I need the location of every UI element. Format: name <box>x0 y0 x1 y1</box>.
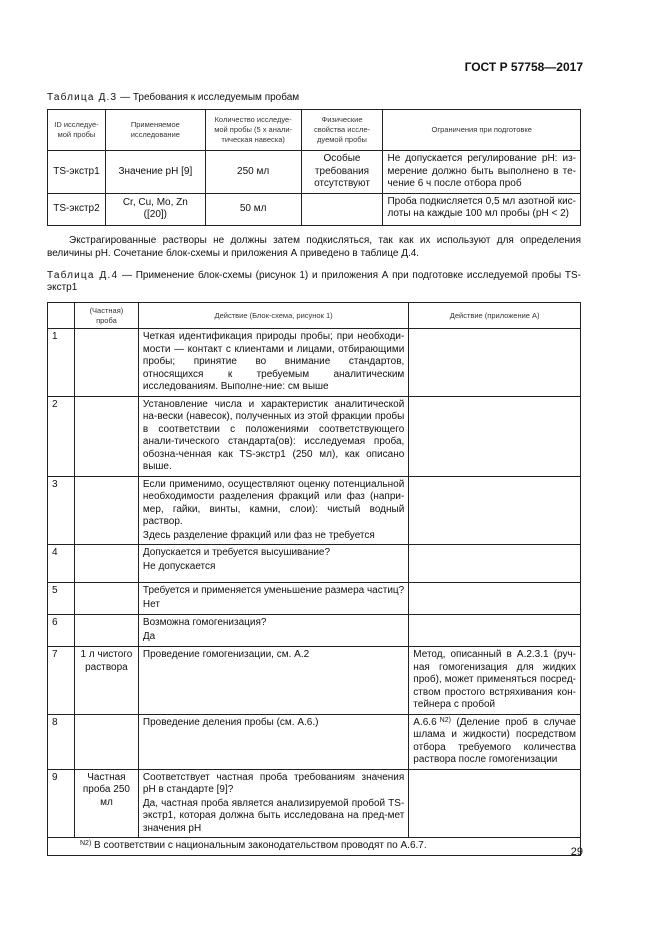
table-row <box>48 769 581 838</box>
row-probe: Частная проба 250 мл <box>74 769 138 838</box>
table-row <box>48 396 581 476</box>
action-line: Соответствует частная проба требованиям значения pH в стандарте [9]? <box>142 771 405 795</box>
row-action <box>138 329 408 397</box>
table4-caption-text: — Применение блок-схемы (рисунок 1) и приложения А при подготовке исследуемой пробы TS-экстр1 <box>47 270 581 293</box>
row-annex <box>409 714 581 769</box>
table3-cell: 250 мл <box>205 151 301 194</box>
table4-header-annex: Действие (приложение А) <box>409 303 581 329</box>
table3-header-id: ID исследуе-мой пробы <box>48 110 106 151</box>
row-action <box>138 769 408 838</box>
row-number: 6 <box>48 615 75 647</box>
row-annex <box>409 476 581 545</box>
annex-text: (Деление проб в случае шлама и жидкости) посредством отбора требуемого количества раствора после гомогенизации <box>413 716 576 765</box>
table3-caption-prefix: Таблица Д.3 <box>47 92 118 103</box>
action-line: Проведение гомогенизации, см. А.2 <box>142 649 310 660</box>
action-line: Возможна гомогенизация? <box>142 617 267 628</box>
table3-header-properties: Физические свойства иссле-дуемой пробы <box>301 110 383 151</box>
footnote-marker: N2) <box>80 840 92 847</box>
table3-cell: Cr, Cu, Mo, Zn ([20]) <box>105 193 205 225</box>
action-line: Четкая идентификация природы пробы; при необходи-мости — контакт с клиентами и лицами, отбирающими пробы; принятие во внимание стандартов, относящихся к требуемым аналитическим исследованиям. Выполне-ние: см выше <box>142 331 405 392</box>
action-line: Да, частная проба является анализируемой пробой TS-экстр1, которая должна быть исследована на пред-мет значения pH <box>142 797 405 834</box>
row-action <box>138 714 408 769</box>
document-header: ГОСТ Р 57758—2017 <box>464 60 583 74</box>
table-row <box>48 647 581 715</box>
table4-header-action: Действие (Блок-схема, рисунок 1) <box>138 303 408 329</box>
table-row <box>48 476 581 545</box>
row-annex <box>409 545 581 583</box>
row-number: 2 <box>48 396 75 476</box>
table4-caption <box>47 270 581 294</box>
row-probe <box>74 615 138 647</box>
row-probe <box>74 396 138 476</box>
table3-cell: 50 мл <box>205 193 301 225</box>
action-line: Нет <box>142 598 160 610</box>
table-row <box>48 714 581 769</box>
table3-cell: Значение pH [9] <box>105 151 205 194</box>
table4-footnote <box>48 838 581 856</box>
action-line: Если применимо, осуществляют оценку потенциальной необходимости разделения фракций или фаз (напри-мер, гайки, винты, камни, слои): чистый водный раствор. <box>142 478 405 527</box>
table3-cell: TS-экстр2 <box>48 193 106 225</box>
action-line: Требуется и применяется уменьшение размера частиц? <box>142 585 405 596</box>
row-annex <box>409 615 581 647</box>
row-number: 4 <box>48 545 75 583</box>
action-line: Допускается и требуется высушивание? <box>142 547 331 558</box>
table3-cell: Особые требования отсутствуют <box>301 151 383 194</box>
action-line: Не допускается <box>142 560 216 572</box>
table-d4 <box>47 302 581 856</box>
row-number: 3 <box>48 476 75 545</box>
row-annex <box>409 329 581 397</box>
row-probe <box>74 545 138 583</box>
row-number: 8 <box>48 714 75 769</box>
table3-caption <box>47 92 299 104</box>
table3-caption-text: — Требования к исследуемым пробам <box>117 92 300 103</box>
table-row <box>48 615 581 647</box>
row-action <box>138 583 408 615</box>
table3-cell: Проба подкисляется 0,5 мл азотной кис-лоты на каждые 100 мл пробы (pH < 2) <box>383 193 581 225</box>
row-action <box>138 396 408 476</box>
row-number: 1 <box>48 329 75 397</box>
table-row <box>48 545 581 583</box>
table3-cell <box>301 193 383 225</box>
row-probe <box>74 329 138 397</box>
page-number: 29 <box>570 846 583 858</box>
row-probe <box>74 476 138 545</box>
action-line: Установление числа и характеристик аналитической на-вески (навесок), полученных из этой фракции пробы в соответствии с положениями соответствующего анали-тического стандарта(ов): исследуемая проба, обозна-ченная как TS-экстр1 (250 мл), как описано выше. <box>142 398 405 472</box>
row-annex: Метод, описанный в А.2.3.1 (руч-ная гомогенизация для жидких проб), может применяться посред-ством простого встряхивания кон-тейнера с пробой <box>409 647 581 715</box>
row-action <box>138 476 408 545</box>
row-probe <box>74 714 138 769</box>
annex-ref: А.6.6 <box>413 716 437 728</box>
table3-header-quantity: Количество исследуе-мой пробы (5 х анали-тическая навеска) <box>205 110 301 151</box>
row-number: 9 <box>48 769 75 838</box>
row-annex <box>409 396 581 476</box>
row-annex <box>409 583 581 615</box>
row-action <box>138 647 408 715</box>
table3-header-test: Применяемое исследование <box>105 110 205 151</box>
table4-body <box>48 329 581 838</box>
row-number: 7 <box>48 647 75 715</box>
table-row <box>48 583 581 615</box>
table4-caption-prefix: Таблица Д.4 <box>47 270 119 281</box>
annex-footnote-marker: N2) <box>439 716 451 724</box>
action-line: Проведение деления пробы (см. А.6.) <box>142 716 319 728</box>
row-action <box>138 615 408 647</box>
row-probe <box>74 583 138 615</box>
footnote-text: В соответствии с национальным законодательством проводят по А.6.7. <box>91 840 427 851</box>
table3-header-restrictions: Ограничения при подготовке <box>383 110 581 151</box>
table4-header-probe: (Частная) проба <box>74 303 138 329</box>
table-d3 <box>47 109 581 226</box>
table3-cell: Не допускается регулирование pH: из-мерение должно быть выполнено в те-чение 6 ч после отбора проб <box>383 151 581 194</box>
row-probe: 1 л чистого раствора <box>74 647 138 715</box>
action-line: Да <box>142 630 156 642</box>
row-action <box>138 545 408 583</box>
row-number: 5 <box>48 583 75 615</box>
table4-header-number <box>48 303 75 329</box>
body-paragraph: Экстрагированные растворы не должны затем подкисляться, так как их используют для определения величины pH. Сочетание блок-схемы и приложения А приведено в таблице Д.4. <box>47 235 581 259</box>
row-annex <box>409 769 581 838</box>
action-line: Здесь разделение фракций или фаз не требуется <box>142 529 375 541</box>
table-row <box>48 329 581 397</box>
table3-cell: TS-экстр1 <box>48 151 106 194</box>
